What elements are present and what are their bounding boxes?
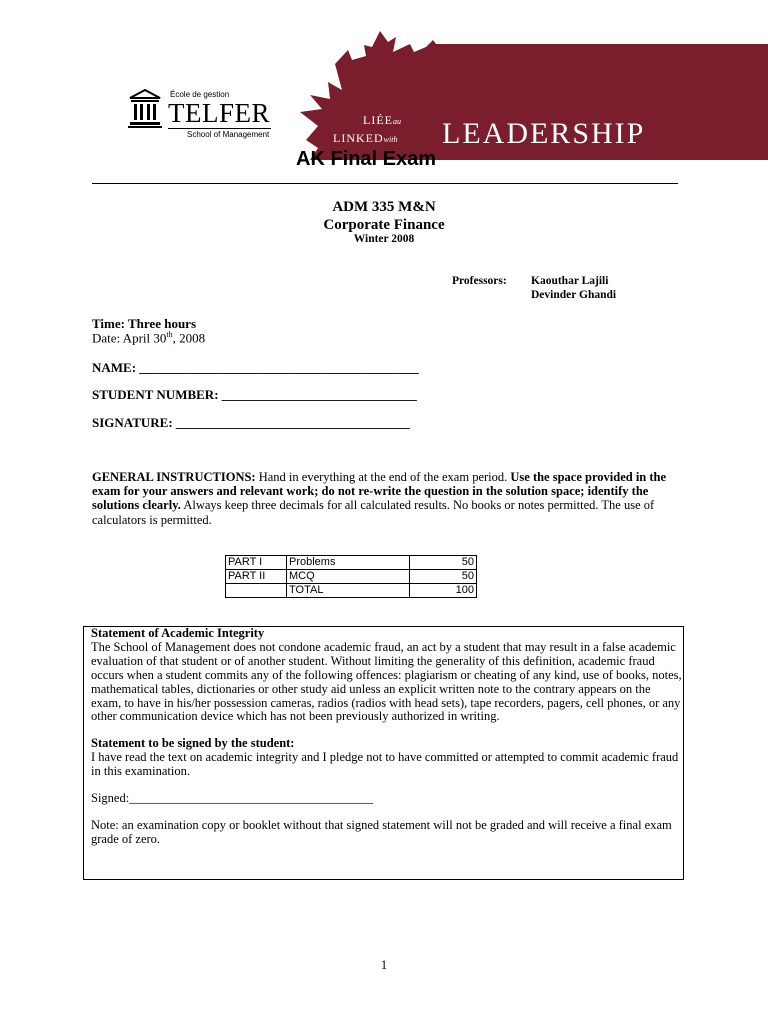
tagline-lie-small: au	[393, 117, 401, 126]
signed-line[interactable]: Signed:_______________________________________	[91, 791, 373, 806]
professors-label: Professors:	[452, 275, 507, 287]
tagline-lie-word: LIÉE	[363, 113, 393, 127]
general-instructions	[92, 470, 682, 527]
tagline-linked	[333, 131, 397, 146]
name-field[interactable]: NAME: ___________________________________________	[92, 360, 419, 375]
exam-title: AK Final Exam	[296, 148, 437, 170]
type-cell: MCQ	[287, 570, 410, 584]
tagline-linked-small: with	[383, 135, 398, 144]
professor-name: Devinder Ghandi	[531, 289, 617, 301]
instructions-heading: GENERAL INSTRUCTIONS:	[92, 470, 256, 484]
points-cell: 100	[410, 584, 477, 598]
type-cell: TOTAL	[287, 584, 410, 598]
exam-date	[92, 330, 205, 346]
course-term: Winter 2008	[353, 233, 415, 245]
logo-wordmark: TELFER	[168, 98, 270, 128]
course-name: Corporate Finance	[323, 217, 445, 233]
student-number-field[interactable]: STUDENT NUMBER: ______________________________	[92, 387, 417, 402]
table-row	[226, 570, 477, 584]
points-cell: 50	[410, 570, 477, 584]
signature-field[interactable]: SIGNATURE: ____________________________________	[92, 415, 410, 430]
type-cell: Problems	[287, 556, 410, 570]
integrity-heading: Statement of Academic Integrity	[91, 626, 265, 640]
part-cell	[226, 584, 287, 598]
date-ordinal: th	[166, 330, 173, 339]
tagline-linked-word: LINKED	[333, 131, 384, 145]
instructions-emphasis: Use the space provided in the exam for your answers and relevant work; do not re-write the question in the solution space; identify the solutions clearly.	[92, 470, 667, 513]
logo-divider	[168, 128, 271, 129]
marks-table	[225, 555, 477, 598]
building-logo-icon	[128, 88, 162, 130]
date-prefix: Date: April 30	[92, 330, 167, 346]
title-rule	[92, 183, 678, 184]
grading-note: Note: an examination copy or booklet without that signed statement will not be graded and will receive a final exam grade of zero.	[91, 817, 672, 846]
tagline-leadership: LEADERSHIP	[442, 117, 646, 150]
table-row	[226, 556, 477, 570]
instructions-text: Hand in everything at the end of the exam period.	[255, 470, 511, 484]
tagline-lie	[363, 113, 401, 128]
academic-integrity-box	[83, 626, 684, 880]
exam-duration: Time: Three hours	[92, 316, 197, 331]
date-suffix: , 2008	[172, 330, 206, 346]
pledge-heading: Statement to be signed by the student:	[91, 736, 295, 751]
pledge-body: I have read the text on academic integrity and I pledge not to have committed or attempted to commit academic fraud in this examination.	[91, 750, 679, 779]
page-number: 1	[380, 958, 388, 972]
points-cell: 50	[410, 556, 477, 570]
table-row	[226, 584, 477, 598]
logo-school-fr: École de gestion	[170, 90, 230, 99]
logo-school-en: School of Management	[187, 130, 270, 139]
instructions-text: Always keep three decimals for all calculated results. No books or notes permitted. The use of calculators is permitted.	[92, 498, 655, 527]
part-cell: PART II	[226, 570, 287, 584]
course-code: ADM 335 M&N	[332, 199, 436, 215]
integrity-body: The School of Management does not condone academic fraud, an act by a student that may result in a false academic evaluation of that student or of another student. Without limiting the generality of this definition, academic fraud occurs when a student commits any of the following offences: plagiarism or cheating of any kind, use of books, notes, mathematical tables, dictionaries or other study aid unless an explicit written note to the contrary appears on the exam, to have in his/her possession cameras, radios (radios with head sets), tape recorders, pagers, cell phones, or any other communication device which has not been previously authorized in writing.	[91, 639, 682, 724]
part-cell: PART I	[226, 556, 287, 570]
professor-name: Kaouthar Lajili	[531, 275, 609, 287]
